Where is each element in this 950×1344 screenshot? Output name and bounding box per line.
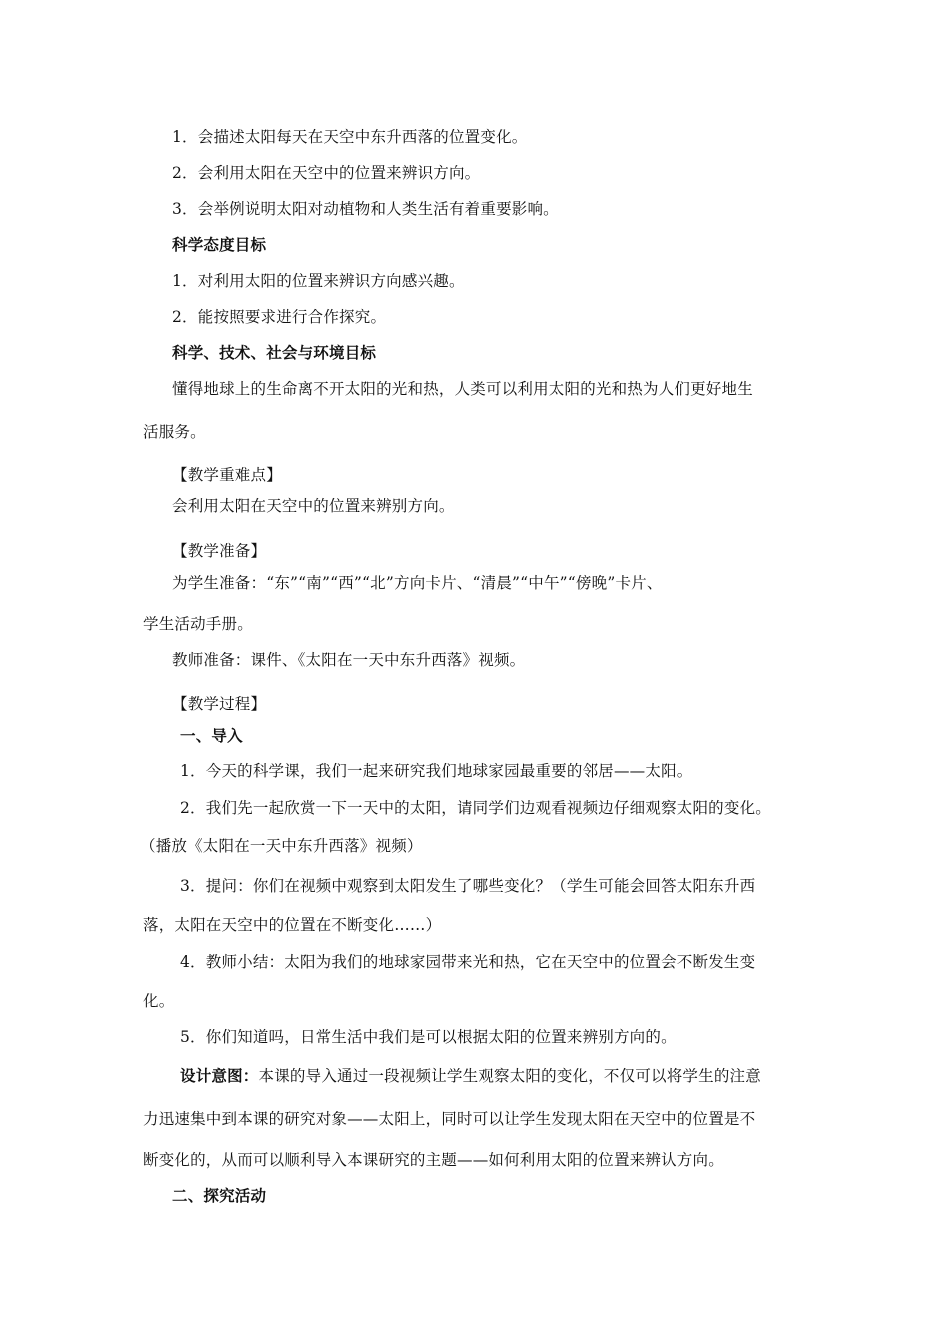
intro-step-2: 2．我们先一起欣赏一下一天中的太阳，请同学们边观看视频边仔细观察太阳的变化。 — [180, 799, 771, 817]
student-preparation-line-1: 为学生准备：“东”“南”“西”“北”方向卡片、“清晨”“中午”“傍晚”卡片、 — [172, 574, 663, 592]
attitude-goal-item-2: 2．能按照要求进行合作探究。 — [172, 308, 387, 326]
intro-step-3-line-1: 3．提问：你们在视频中观察到太阳发生了哪些变化？（学生可能会回答太阳东升西 — [180, 877, 756, 895]
stse-goal-text-line-1: 懂得地球上的生命离不开太阳的光和热，人类可以利用太阳的光和热为人们更好地生 — [172, 380, 753, 398]
attitude-goal-heading: 科学态度目标 — [172, 235, 267, 254]
intro-step-4-line-2: 化。 — [143, 992, 175, 1010]
teacher-preparation: 教师准备：课件、《太阳在一天中东升西落》视频。 — [172, 651, 526, 669]
attitude-goal-item-1: 1．对利用太阳的位置来辨识方向感兴趣。 — [172, 272, 465, 290]
design-intent-text: 本课的导入通过一段视频让学生观察太阳的变化，不仅可以将学生的注意 — [258, 1067, 761, 1085]
knowledge-goal-item-2: 2．会利用太阳在天空中的位置来辨识方向。 — [172, 164, 481, 182]
intro-step-4-line-1: 4．教师小结：太阳为我们的地球家园带来光和热，它在天空中的位置会不断发生变 — [180, 953, 756, 971]
section-inquiry-heading: 二、探究活动 — [172, 1186, 267, 1205]
stse-goal-text-line-2: 活服务。 — [143, 423, 206, 441]
section-introduction-heading: 一、导入 — [180, 726, 243, 745]
preparation-heading: 【教学准备】 — [172, 542, 267, 560]
intro-step-3-line-2: 落，太阳在天空中的位置在不断变化……） — [143, 916, 442, 934]
knowledge-goal-item-3: 3．会举例说明太阳对动植物和人类生活有着重要影响。 — [172, 200, 559, 218]
key-points-text: 会利用太阳在天空中的位置来辨别方向。 — [172, 497, 455, 515]
key-points-heading: 【教学重难点】 — [172, 466, 282, 484]
intro-step-1: 1．今天的科学课，我们一起来研究我们地球家园最重要的邻居——太阳。 — [180, 762, 693, 780]
stse-goal-heading: 科学、技术、社会与环境目标 — [172, 343, 377, 362]
knowledge-goal-item-1: 1．会描述太阳每天在天空中东升西落的位置变化。 — [172, 128, 528, 146]
design-intent-line-3: 断变化的，从而可以顺利导入本课研究的主题——如何利用太阳的位置来辨认方向。 — [143, 1151, 724, 1169]
intro-step-2-video-note: （播放《太阳在一天中东升西落》视频） — [140, 837, 423, 855]
student-preparation-line-2: 学生活动手册。 — [143, 615, 253, 633]
design-intent-label: 设计意图： — [180, 1066, 259, 1085]
intro-step-5: 5．你们知道吗，日常生活中我们是可以根据太阳的位置来辨别方向的。 — [180, 1028, 677, 1046]
process-heading: 【教学过程】 — [172, 695, 267, 713]
design-intent-line-1 — [180, 1066, 761, 1086]
design-intent-line-2: 力迅速集中到本课的研究对象——太阳上，同时可以让学生发现太阳在天空中的位置是不 — [143, 1110, 756, 1128]
